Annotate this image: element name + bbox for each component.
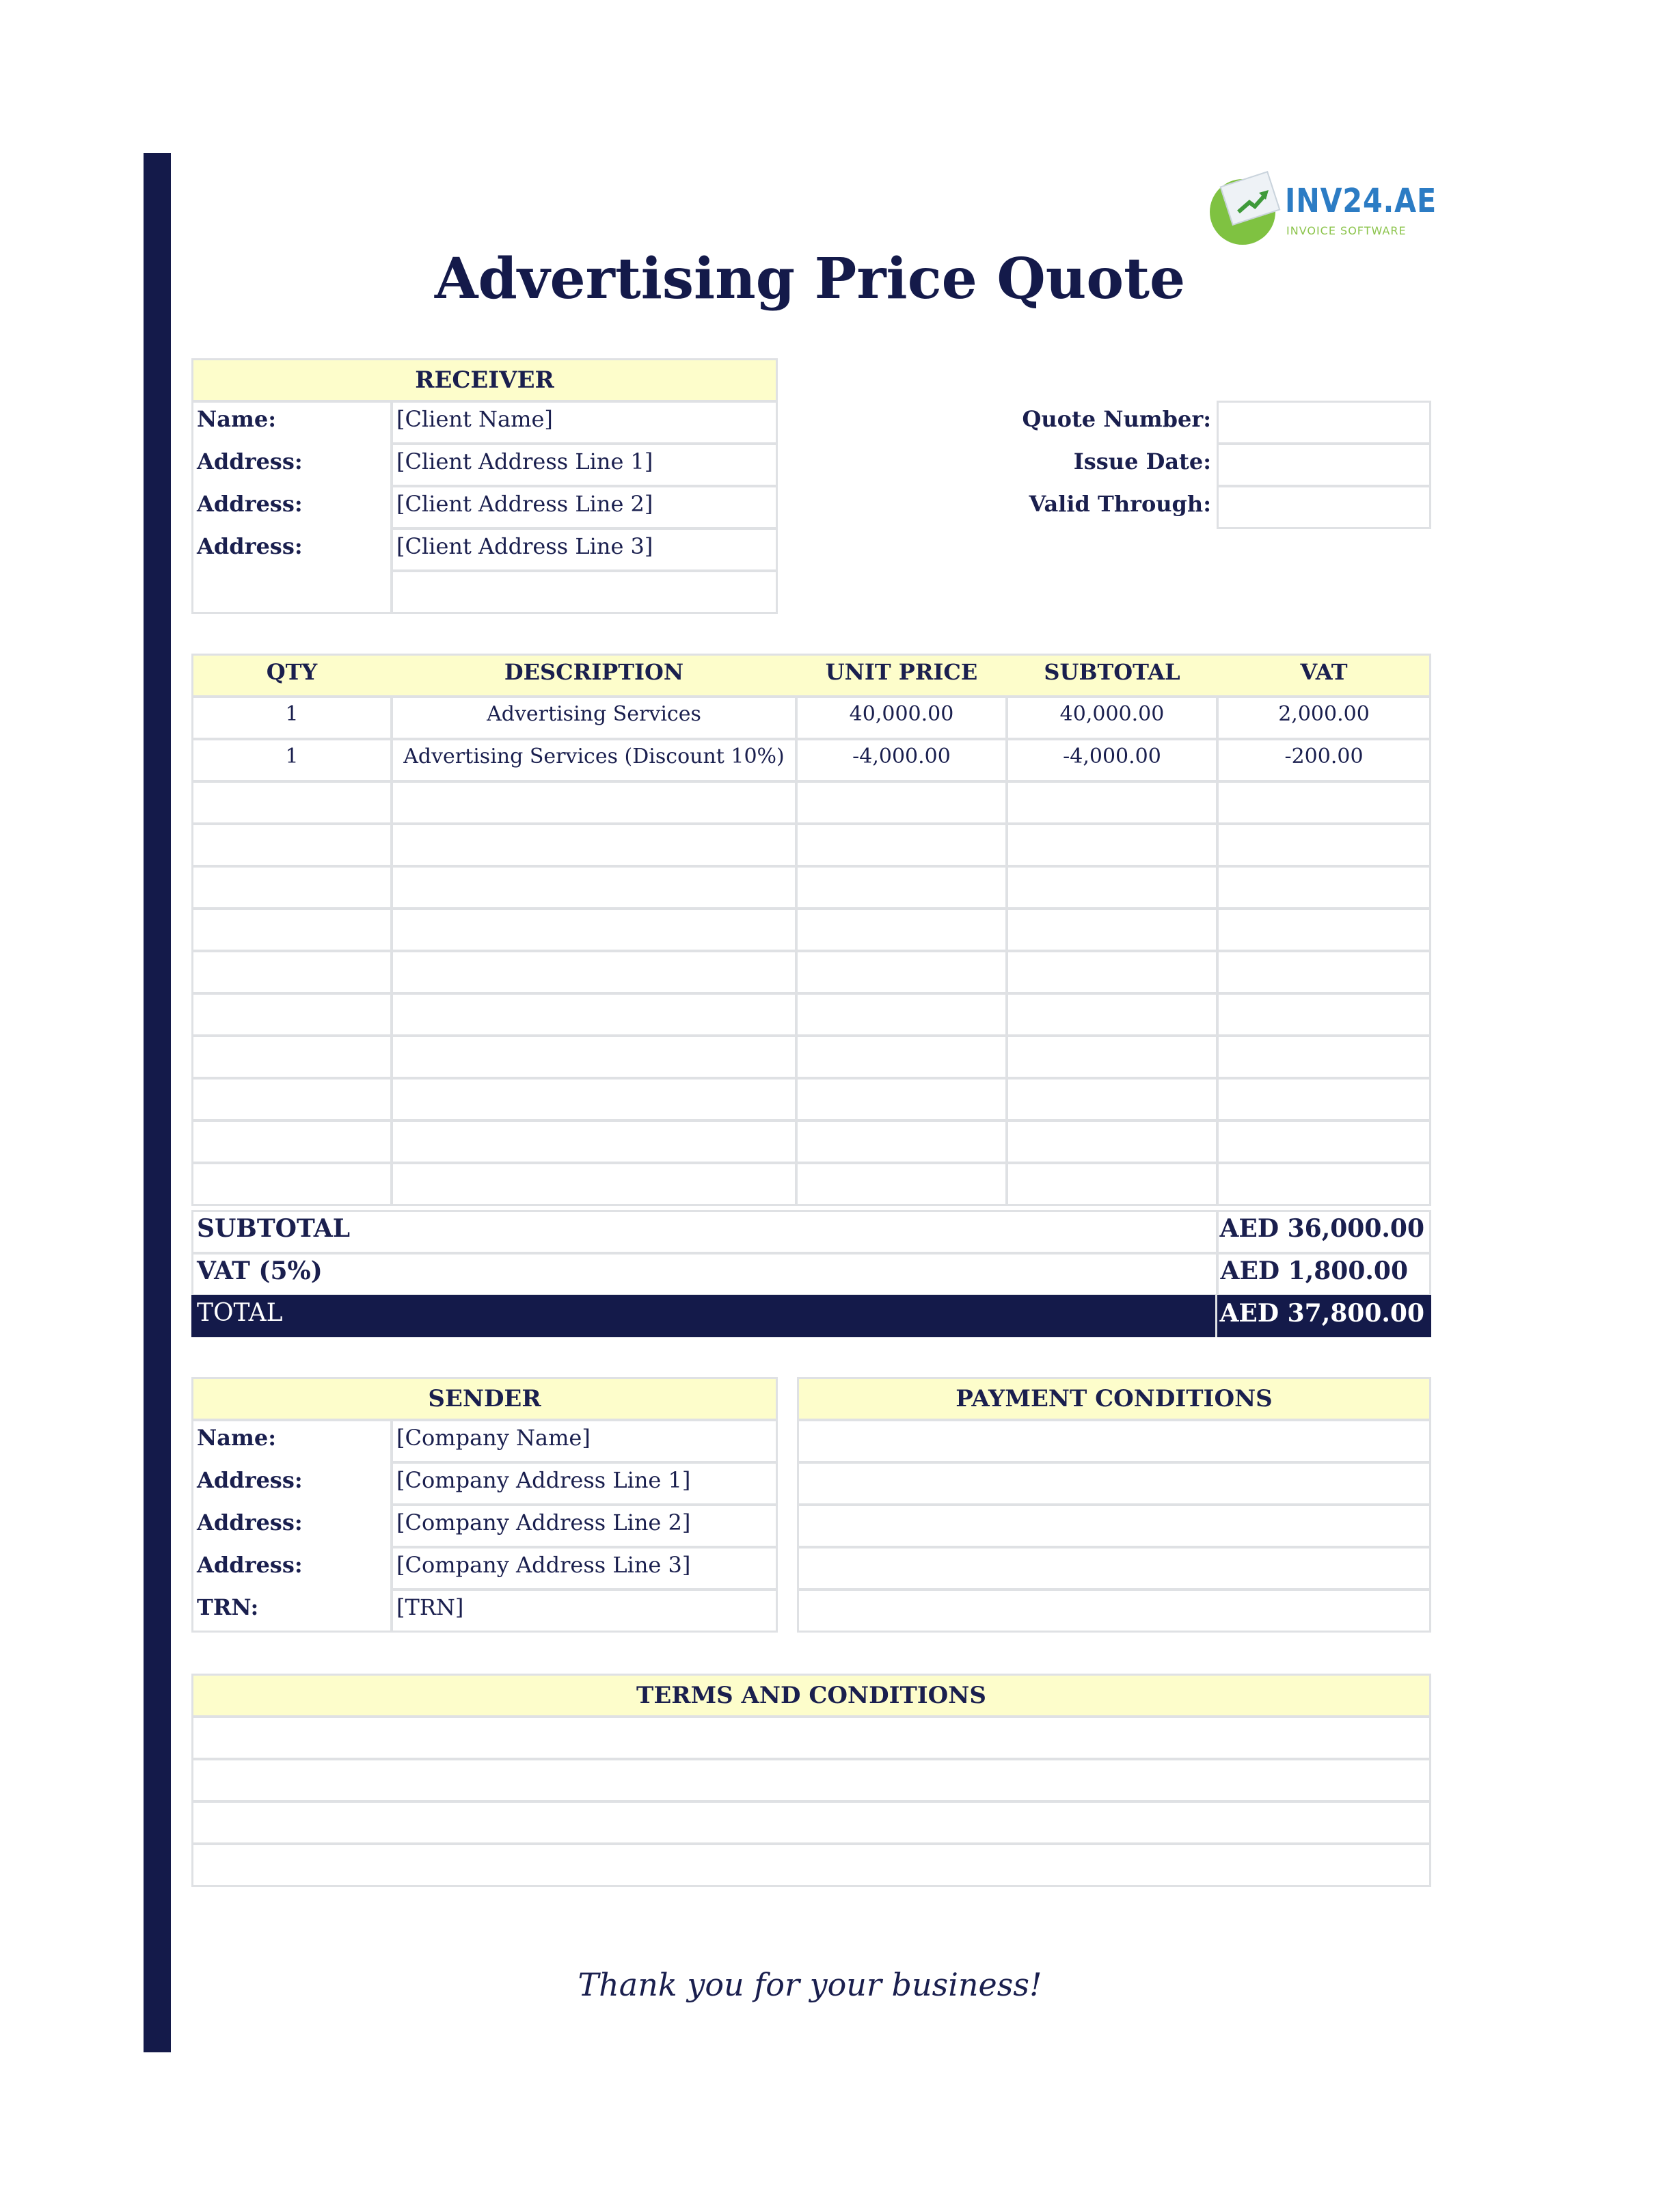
vat-value: AED 1,800.00 [1220, 1257, 1408, 1285]
receiver-name-label: Name: [197, 406, 277, 432]
sender-address1-value: [Company Address Line 1] [396, 1467, 691, 1493]
item-grid-cell[interactable] [191, 950, 392, 994]
item-grid-cell[interactable] [1217, 866, 1431, 909]
terms-line[interactable] [191, 1843, 1431, 1887]
item-vat: 2,000.00 [1278, 702, 1370, 726]
terms-line[interactable] [191, 1716, 1431, 1760]
quote-number-label: Quote Number: [1022, 406, 1211, 432]
vat-label: VAT (5%) [197, 1257, 323, 1285]
item-grid-cell[interactable] [391, 908, 797, 952]
sender-name-label: Name: [197, 1425, 277, 1451]
item-grid-cell[interactable] [391, 993, 797, 1036]
item-grid-cell[interactable] [391, 1035, 797, 1079]
sidebar-accent-bar [144, 153, 171, 2052]
item-grid-cell[interactable] [796, 908, 1007, 952]
thank-you-message: Thank you for your business! [578, 1966, 1042, 2003]
issue-date-label: Issue Date: [1073, 448, 1211, 474]
item-subtotal: -4,000.00 [1063, 744, 1161, 768]
payment-condition-line[interactable] [797, 1462, 1431, 1505]
item-grid-cell[interactable] [1217, 1162, 1431, 1206]
item-grid-cell[interactable] [191, 993, 392, 1036]
item-grid-cell[interactable] [391, 950, 797, 994]
sender-address-label: Address: [197, 1510, 303, 1535]
sender-address-label: Address: [197, 1552, 303, 1578]
vat-label-cell [191, 1252, 1218, 1296]
sender-trn-label: TRN: [197, 1594, 259, 1620]
sender-header: SENDER [191, 1377, 778, 1421]
subtotal-label: SUBTOTAL [197, 1214, 351, 1243]
item-grid-cell[interactable] [796, 1162, 1007, 1206]
item-vat: -200.00 [1284, 744, 1364, 768]
item-grid-cell[interactable] [796, 950, 1007, 994]
logo-name: INV24.AE [1285, 182, 1437, 220]
item-grid-cell[interactable] [391, 781, 797, 824]
payment-condition-line[interactable] [797, 1504, 1431, 1548]
item-grid-cell[interactable] [1006, 950, 1218, 994]
item-description: Advertising Services [487, 702, 701, 726]
column-header-description: DESCRIPTION [504, 659, 684, 685]
item-subtotal: 40,000.00 [1059, 702, 1165, 726]
column-header-qty: QTY [266, 659, 318, 685]
receiver-address-label: Address: [197, 533, 303, 559]
item-unit-price: -4,000.00 [852, 744, 951, 768]
total-label: TOTAL [197, 1299, 283, 1327]
item-grid-cell[interactable] [1006, 823, 1218, 867]
item-grid-cell[interactable] [1217, 908, 1431, 952]
item-unit-price: 40,000.00 [849, 702, 954, 726]
item-grid-cell[interactable] [391, 866, 797, 909]
item-grid-cell[interactable] [1006, 993, 1218, 1036]
sender-address2-value: [Company Address Line 2] [396, 1510, 691, 1535]
total-divider [1215, 1295, 1217, 1337]
column-header-subtotal: SUBTOTAL [1044, 659, 1180, 685]
item-grid-cell[interactable] [191, 823, 392, 867]
item-grid-cell[interactable] [796, 866, 1007, 909]
logo-tagline: INVOICE SOFTWARE [1286, 224, 1407, 237]
receiver-header: RECEIVER [191, 358, 778, 402]
item-grid-cell[interactable] [1006, 908, 1218, 952]
item-grid-cell[interactable] [191, 1077, 392, 1121]
item-grid-cell[interactable] [191, 908, 392, 952]
item-grid-cell[interactable] [1217, 781, 1431, 824]
column-header-vat: VAT [1300, 659, 1348, 685]
item-grid-cell[interactable] [1217, 1035, 1431, 1079]
logo-arrow-icon [1236, 189, 1270, 216]
payment-condition-line[interactable] [797, 1419, 1431, 1463]
item-grid-cell[interactable] [191, 1120, 392, 1164]
receiver-extra-field[interactable] [391, 570, 778, 614]
column-header-unit-price: UNIT PRICE [825, 659, 978, 685]
item-description: Advertising Services (Discount 10%) [403, 744, 785, 768]
item-grid-cell[interactable] [391, 1077, 797, 1121]
item-qty: 1 [285, 744, 299, 768]
item-grid-cell[interactable] [1217, 993, 1431, 1036]
item-grid-cell[interactable] [191, 781, 392, 824]
item-grid-cell[interactable] [1006, 866, 1218, 909]
item-grid-cell[interactable] [391, 823, 797, 867]
item-grid-cell[interactable] [796, 1077, 1007, 1121]
sender-address-label: Address: [197, 1467, 303, 1493]
issue-date-field[interactable] [1217, 443, 1431, 487]
receiver-address3-value: [Client Address Line 3] [396, 533, 653, 559]
sender-trn-value: [TRN] [396, 1594, 464, 1620]
receiver-address-label: Address: [197, 491, 303, 517]
item-grid-cell[interactable] [796, 1120, 1007, 1164]
item-grid-cell[interactable] [1006, 781, 1218, 824]
item-grid-cell[interactable] [391, 1162, 797, 1206]
payment-condition-line[interactable] [797, 1546, 1431, 1590]
terms-line[interactable] [191, 1758, 1431, 1802]
item-grid-cell[interactable] [1217, 823, 1431, 867]
sender-address3-value: [Company Address Line 3] [396, 1552, 691, 1578]
item-grid-cell[interactable] [1006, 1120, 1218, 1164]
valid-through-field[interactable] [1217, 485, 1431, 529]
item-grid-cell[interactable] [796, 781, 1007, 824]
terms-line[interactable] [191, 1801, 1431, 1844]
item-grid-cell[interactable] [796, 823, 1007, 867]
receiver-address2-value: [Client Address Line 2] [396, 491, 653, 517]
terms-header: TERMS AND CONDITIONS [191, 1674, 1431, 1717]
quote-number-field[interactable] [1217, 401, 1431, 444]
document-title: Advertising Price Quote [434, 246, 1186, 312]
receiver-address-label: Address: [197, 448, 303, 474]
item-grid-cell[interactable] [191, 1162, 392, 1206]
receiver-address1-value: [Client Address Line 1] [396, 448, 653, 474]
item-grid-cell[interactable] [796, 1035, 1007, 1079]
item-grid-cell[interactable] [796, 993, 1007, 1036]
payment-condition-line[interactable] [797, 1589, 1431, 1633]
total-value: AED 37,800.00 [1219, 1299, 1424, 1328]
item-grid-cell[interactable] [391, 1120, 797, 1164]
item-grid-cell[interactable] [191, 866, 392, 909]
subtotal-value: AED 36,000.00 [1219, 1214, 1424, 1243]
item-grid-cell[interactable] [1006, 1035, 1218, 1079]
company-logo [1210, 175, 1437, 243]
item-grid-cell[interactable] [1217, 1120, 1431, 1164]
item-grid-cell[interactable] [191, 1035, 392, 1079]
item-grid-cell[interactable] [1006, 1162, 1218, 1206]
item-grid-cell[interactable] [1217, 950, 1431, 994]
sender-name-value: [Company Name] [396, 1425, 591, 1451]
item-qty: 1 [285, 702, 299, 726]
receiver-name-value: [Client Name] [396, 406, 553, 432]
item-grid-cell[interactable] [1217, 1077, 1431, 1121]
valid-through-label: Valid Through: [1029, 491, 1211, 517]
item-grid-cell[interactable] [1006, 1077, 1218, 1121]
payment-conditions-header: PAYMENT CONDITIONS [797, 1377, 1431, 1421]
